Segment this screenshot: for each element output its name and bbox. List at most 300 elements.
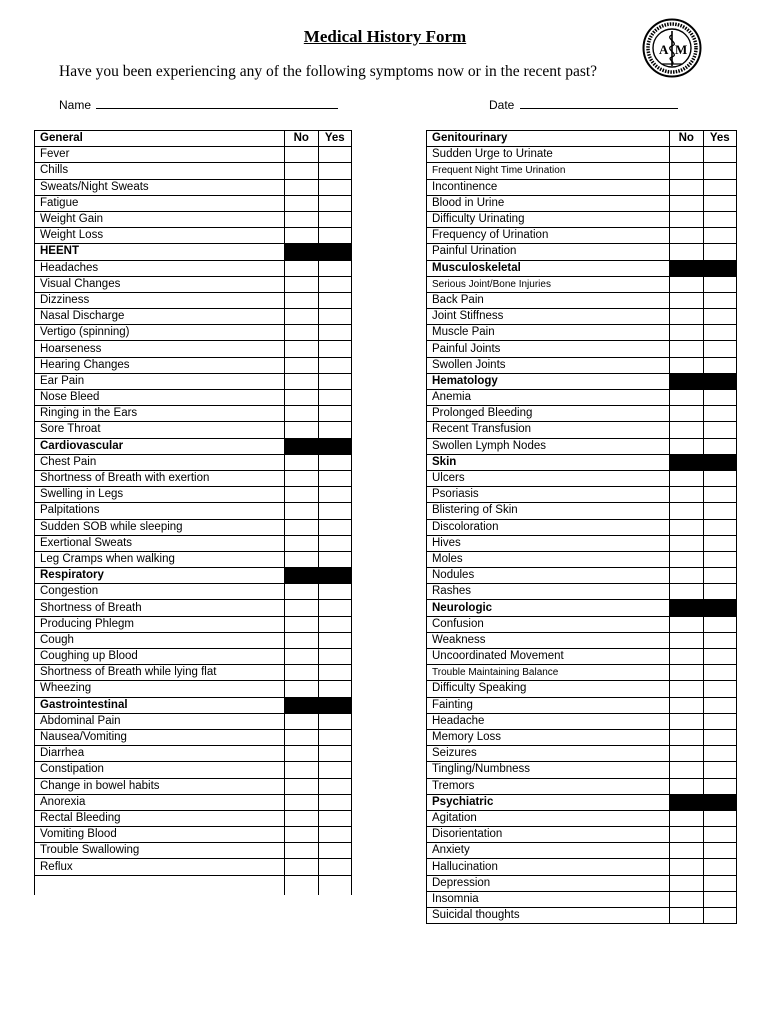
symptom-label: Trouble Swallowing xyxy=(35,843,285,859)
no-checkbox-cell[interactable] xyxy=(285,503,319,519)
symptom-row xyxy=(427,179,737,195)
yes-checkbox-cell[interactable] xyxy=(318,762,352,778)
yes-checkbox-cell[interactable] xyxy=(318,632,352,648)
section-shaded-cell xyxy=(703,260,737,276)
symptom-label: Depression xyxy=(427,875,670,891)
symptom-row xyxy=(427,665,737,681)
no-checkbox-cell[interactable] xyxy=(285,228,319,244)
no-checkbox-cell[interactable] xyxy=(670,713,704,729)
no-checkbox-cell[interactable] xyxy=(285,325,319,341)
yes-checkbox-cell[interactable] xyxy=(703,228,737,244)
symptom-label: Incontinence xyxy=(427,179,670,195)
symptom-row xyxy=(427,649,737,665)
no-checkbox-cell[interactable] xyxy=(285,357,319,373)
yes-checkbox-cell[interactable] xyxy=(703,211,737,227)
symptom-label: Seizures xyxy=(427,746,670,762)
no-checkbox-cell[interactable] xyxy=(670,487,704,503)
yes-checkbox-cell[interactable] xyxy=(318,373,352,389)
no-checkbox-cell[interactable] xyxy=(285,827,319,843)
symptom-row xyxy=(427,551,737,567)
yes-checkbox-cell[interactable] xyxy=(703,276,737,292)
yes-checkbox-cell[interactable] xyxy=(318,163,352,179)
no-checkbox-cell[interactable] xyxy=(285,341,319,357)
symptom-row xyxy=(427,762,737,778)
symptom-row xyxy=(427,778,737,794)
symptom-row xyxy=(427,810,737,826)
symptom-row xyxy=(35,406,352,422)
yes-checkbox-cell[interactable] xyxy=(703,519,737,535)
yes-checkbox-cell[interactable] xyxy=(318,179,352,195)
name-line[interactable] xyxy=(96,96,338,109)
blank-cell xyxy=(285,875,319,895)
yes-checkbox-cell[interactable] xyxy=(703,729,737,745)
symptom-row xyxy=(427,276,737,292)
symptom-row xyxy=(35,551,352,567)
no-checkbox-cell[interactable] xyxy=(670,665,704,681)
yes-checkbox-cell[interactable] xyxy=(703,762,737,778)
symptom-row xyxy=(35,843,352,859)
symptom-row xyxy=(35,179,352,195)
no-checkbox-cell[interactable] xyxy=(285,535,319,551)
symptom-label: Frequency of Urination xyxy=(427,228,670,244)
yes-checkbox-cell[interactable] xyxy=(318,390,352,406)
no-checkbox-cell[interactable] xyxy=(285,859,319,875)
yes-checkbox-cell[interactable] xyxy=(318,147,352,163)
symptom-row xyxy=(35,778,352,794)
no-checkbox-cell[interactable] xyxy=(285,584,319,600)
yes-checkbox-cell[interactable] xyxy=(318,843,352,859)
section-shaded-cell xyxy=(285,568,319,584)
symptom-row xyxy=(427,859,737,875)
symptom-row xyxy=(35,810,352,826)
symptom-label: Cough xyxy=(35,632,285,648)
no-checkbox-cell[interactable] xyxy=(670,390,704,406)
yes-checkbox-cell[interactable] xyxy=(318,746,352,762)
yes-checkbox-cell[interactable] xyxy=(318,649,352,665)
no-checkbox-cell[interactable] xyxy=(285,406,319,422)
no-checkbox-cell[interactable] xyxy=(285,551,319,567)
section-shaded-cell xyxy=(703,794,737,810)
no-checkbox-cell[interactable] xyxy=(670,325,704,341)
no-checkbox-cell[interactable] xyxy=(670,746,704,762)
yes-checkbox-cell[interactable] xyxy=(703,292,737,308)
yes-checkbox-cell[interactable] xyxy=(318,309,352,325)
section-row xyxy=(427,454,737,470)
symptom-label: Fatigue xyxy=(35,195,285,211)
blank-row xyxy=(35,875,352,895)
no-checkbox-cell[interactable] xyxy=(670,584,704,600)
symptom-label: Psoriasis xyxy=(427,487,670,503)
symptom-label: Change in bowel habits xyxy=(35,778,285,794)
no-checkbox-cell[interactable] xyxy=(670,228,704,244)
symptom-label: Chest Pain xyxy=(35,454,285,470)
yes-checkbox-cell[interactable] xyxy=(318,422,352,438)
symptom-row xyxy=(35,729,352,745)
yes-checkbox-cell[interactable] xyxy=(703,843,737,859)
symptom-row xyxy=(427,292,737,308)
no-checkbox-cell[interactable] xyxy=(285,519,319,535)
no-checkbox-cell[interactable] xyxy=(670,827,704,843)
no-checkbox-cell[interactable] xyxy=(285,179,319,195)
name-field[interactable] xyxy=(59,96,338,112)
symptom-row xyxy=(427,503,737,519)
no-checkbox-cell[interactable] xyxy=(670,503,704,519)
symptom-label: Recent Transfusion xyxy=(427,422,670,438)
symptom-row xyxy=(35,713,352,729)
no-checkbox-cell[interactable] xyxy=(670,292,704,308)
section-shaded-cell xyxy=(318,244,352,260)
no-checkbox-cell[interactable] xyxy=(670,762,704,778)
no-checkbox-cell[interactable] xyxy=(285,211,319,227)
symptom-label: Vomiting Blood xyxy=(35,827,285,843)
yes-checkbox-cell[interactable] xyxy=(703,535,737,551)
no-checkbox-cell[interactable] xyxy=(670,632,704,648)
yes-checkbox-cell[interactable] xyxy=(318,794,352,810)
symptom-row xyxy=(35,503,352,519)
yes-checkbox-cell[interactable] xyxy=(318,454,352,470)
section-heading: Genitourinary xyxy=(427,131,670,147)
section-row xyxy=(35,438,352,454)
yes-checkbox-cell[interactable] xyxy=(703,487,737,503)
yes-checkbox-cell[interactable] xyxy=(703,147,737,163)
yes-checkbox-cell[interactable] xyxy=(318,228,352,244)
symptom-row xyxy=(427,875,737,891)
yes-checkbox-cell[interactable] xyxy=(318,195,352,211)
no-checkbox-cell[interactable] xyxy=(285,260,319,276)
symptom-label: Blistering of Skin xyxy=(427,503,670,519)
yes-checkbox-cell[interactable] xyxy=(703,875,737,891)
form-title: Medical History Form xyxy=(303,27,467,46)
no-checkbox-cell[interactable] xyxy=(670,357,704,373)
symptom-label: Painful Joints xyxy=(427,341,670,357)
no-checkbox-cell[interactable] xyxy=(670,551,704,567)
no-checkbox-cell[interactable] xyxy=(285,147,319,163)
yes-checkbox-cell[interactable] xyxy=(318,470,352,486)
symptom-row xyxy=(35,341,352,357)
symptom-row xyxy=(427,487,737,503)
symptom-row xyxy=(35,681,352,697)
no-checkbox-cell[interactable] xyxy=(670,681,704,697)
no-checkbox-cell[interactable] xyxy=(670,535,704,551)
yes-checkbox-cell[interactable] xyxy=(318,503,352,519)
no-checkbox-cell[interactable] xyxy=(285,276,319,292)
yes-checkbox-cell[interactable] xyxy=(703,325,737,341)
no-checkbox-cell[interactable] xyxy=(285,713,319,729)
symptom-row xyxy=(427,681,737,697)
symptom-label: Moles xyxy=(427,551,670,567)
no-checkbox-cell[interactable] xyxy=(285,632,319,648)
symptom-label: Abdominal Pain xyxy=(35,713,285,729)
yes-checkbox-cell[interactable] xyxy=(318,827,352,843)
symptom-label: Hearing Changes xyxy=(35,357,285,373)
symptom-row xyxy=(427,470,737,486)
symptom-row xyxy=(427,211,737,227)
symptom-label: Back Pain xyxy=(427,292,670,308)
section-heading: Neurologic xyxy=(427,600,670,616)
no-checkbox-cell[interactable] xyxy=(670,697,704,713)
no-checkbox-cell[interactable] xyxy=(670,649,704,665)
no-checkbox-cell[interactable] xyxy=(285,292,319,308)
section-row xyxy=(427,131,737,147)
symptom-row xyxy=(427,147,737,163)
symptom-row xyxy=(35,762,352,778)
yes-checkbox-cell[interactable] xyxy=(703,438,737,454)
symptom-row xyxy=(35,454,352,470)
section-shaded-cell xyxy=(318,438,352,454)
no-checkbox-cell[interactable] xyxy=(670,843,704,859)
no-checkbox-cell[interactable] xyxy=(670,179,704,195)
yes-checkbox-cell[interactable] xyxy=(703,406,737,422)
yes-checkbox-cell[interactable] xyxy=(318,406,352,422)
yes-checkbox-cell[interactable] xyxy=(318,729,352,745)
symptom-label: Producing Phlegm xyxy=(35,616,285,632)
no-checkbox-cell[interactable] xyxy=(670,244,704,260)
yes-checkbox-cell[interactable] xyxy=(703,810,737,826)
yes-checkbox-cell[interactable] xyxy=(703,309,737,325)
no-checkbox-cell[interactable] xyxy=(670,195,704,211)
section-heading: Respiratory xyxy=(35,568,285,584)
no-checkbox-cell[interactable] xyxy=(670,891,704,907)
symptom-label: Sore Throat xyxy=(35,422,285,438)
section-shaded-cell xyxy=(703,373,737,389)
no-checkbox-cell[interactable] xyxy=(285,600,319,616)
no-checkbox-cell[interactable] xyxy=(285,163,319,179)
symptom-row xyxy=(35,616,352,632)
no-checkbox-cell[interactable] xyxy=(285,309,319,325)
no-checkbox-cell[interactable] xyxy=(670,519,704,535)
yes-checkbox-cell[interactable] xyxy=(703,827,737,843)
symptom-row xyxy=(427,891,737,907)
yes-checkbox-cell[interactable] xyxy=(318,276,352,292)
symptom-label: Disorientation xyxy=(427,827,670,843)
symptom-row xyxy=(427,357,737,373)
no-checkbox-cell[interactable] xyxy=(670,908,704,924)
yes-checkbox-cell[interactable] xyxy=(703,649,737,665)
symptom-row xyxy=(35,276,352,292)
no-checkbox-cell[interactable] xyxy=(670,616,704,632)
yes-checkbox-cell[interactable] xyxy=(703,859,737,875)
no-checkbox-cell[interactable] xyxy=(670,163,704,179)
symptom-label: Prolonged Bleeding xyxy=(427,406,670,422)
no-checkbox-cell[interactable] xyxy=(285,665,319,681)
symptom-row xyxy=(35,325,352,341)
yes-checkbox-cell[interactable] xyxy=(318,211,352,227)
symptom-label: Confusion xyxy=(427,616,670,632)
no-checkbox-cell[interactable] xyxy=(670,211,704,227)
no-checkbox-cell[interactable] xyxy=(670,147,704,163)
no-checkbox-cell[interactable] xyxy=(285,810,319,826)
yes-checkbox-cell[interactable] xyxy=(703,908,737,924)
yes-checkbox-cell[interactable] xyxy=(703,470,737,486)
no-checkbox-cell[interactable] xyxy=(285,616,319,632)
yes-checkbox-cell[interactable] xyxy=(318,681,352,697)
yes-checkbox-cell[interactable] xyxy=(318,810,352,826)
symptom-label: Leg Cramps when walking xyxy=(35,551,285,567)
symptom-row xyxy=(35,147,352,163)
symptom-row xyxy=(427,843,737,859)
symptom-label: Tremors xyxy=(427,778,670,794)
symptom-row xyxy=(427,228,737,244)
right-symptom-table xyxy=(426,130,737,924)
symptom-row xyxy=(35,228,352,244)
section-shaded-cell xyxy=(670,373,704,389)
no-checkbox-cell[interactable] xyxy=(285,390,319,406)
no-checkbox-cell[interactable] xyxy=(285,746,319,762)
symptom-label: Swelling in Legs xyxy=(35,487,285,503)
symptom-label: Painful Urination xyxy=(427,244,670,260)
symptom-label: Fainting xyxy=(427,697,670,713)
no-checkbox-cell[interactable] xyxy=(670,341,704,357)
no-checkbox-cell[interactable] xyxy=(285,794,319,810)
no-checkbox-cell[interactable] xyxy=(285,681,319,697)
yes-checkbox-cell[interactable] xyxy=(318,487,352,503)
no-checkbox-cell[interactable] xyxy=(285,649,319,665)
no-checkbox-cell[interactable] xyxy=(670,309,704,325)
no-checkbox-cell[interactable] xyxy=(285,778,319,794)
symptom-label: Headaches xyxy=(35,260,285,276)
no-checkbox-cell[interactable] xyxy=(670,810,704,826)
no-checkbox-cell[interactable] xyxy=(670,406,704,422)
yes-checkbox-cell[interactable] xyxy=(318,535,352,551)
no-checkbox-cell[interactable] xyxy=(670,470,704,486)
symptom-label: Shortness of Breath with exertion xyxy=(35,470,285,486)
yes-checkbox-cell[interactable] xyxy=(703,568,737,584)
no-checkbox-cell[interactable] xyxy=(670,276,704,292)
no-checkbox-cell[interactable] xyxy=(285,195,319,211)
symptom-label: Difficulty Speaking xyxy=(427,681,670,697)
symptom-row xyxy=(35,211,352,227)
symptom-row xyxy=(427,713,737,729)
no-checkbox-cell[interactable] xyxy=(670,778,704,794)
yes-checkbox-cell[interactable] xyxy=(318,778,352,794)
yes-checkbox-cell[interactable] xyxy=(318,600,352,616)
section-heading: HEENT xyxy=(35,244,285,260)
no-checkbox-cell[interactable] xyxy=(285,729,319,745)
yes-checkbox-cell[interactable] xyxy=(318,519,352,535)
yes-checkbox-cell[interactable] xyxy=(318,325,352,341)
section-shaded-cell xyxy=(318,697,352,713)
symptom-row xyxy=(427,584,737,600)
symptom-label: Sudden SOB while sleeping xyxy=(35,519,285,535)
symptom-label: Agitation xyxy=(427,810,670,826)
symptom-label: Shortness of Breath xyxy=(35,600,285,616)
section-shaded-cell xyxy=(670,260,704,276)
yes-checkbox-cell[interactable] xyxy=(703,891,737,907)
symptom-row xyxy=(35,163,352,179)
symptom-row xyxy=(35,665,352,681)
no-checkbox-cell[interactable] xyxy=(670,568,704,584)
symptom-row xyxy=(35,519,352,535)
yes-checkbox-cell[interactable] xyxy=(703,244,737,260)
symptom-label: Muscle Pain xyxy=(427,325,670,341)
yes-checkbox-cell[interactable] xyxy=(703,163,737,179)
yes-checkbox-cell[interactable] xyxy=(703,503,737,519)
symptom-row xyxy=(427,422,737,438)
symptom-row xyxy=(35,746,352,762)
date-line[interactable] xyxy=(520,96,678,109)
yes-checkbox-cell[interactable] xyxy=(318,665,352,681)
no-checkbox-cell[interactable] xyxy=(670,438,704,454)
symptom-label: Fever xyxy=(35,147,285,163)
symptom-row xyxy=(427,438,737,454)
yes-checkbox-cell[interactable] xyxy=(703,681,737,697)
yes-checkbox-cell[interactable] xyxy=(703,746,737,762)
section-shaded-cell xyxy=(285,697,319,713)
no-checkbox-cell[interactable] xyxy=(285,762,319,778)
section-row xyxy=(427,600,737,616)
yes-checkbox-cell[interactable] xyxy=(703,390,737,406)
no-checkbox-cell[interactable] xyxy=(285,373,319,389)
no-checkbox-cell[interactable] xyxy=(670,875,704,891)
section-row xyxy=(427,260,737,276)
symptom-label: Joint Stiffness xyxy=(427,309,670,325)
section-shaded-cell xyxy=(703,600,737,616)
yes-checkbox-cell[interactable] xyxy=(703,665,737,681)
symptom-row xyxy=(35,794,352,810)
yes-checkbox-cell[interactable] xyxy=(318,551,352,567)
yes-checkbox-cell[interactable] xyxy=(318,357,352,373)
yes-checkbox-cell[interactable] xyxy=(318,260,352,276)
yes-checkbox-cell[interactable] xyxy=(318,584,352,600)
symptom-label: Anxiety xyxy=(427,843,670,859)
yes-checkbox-cell[interactable] xyxy=(703,632,737,648)
yes-checkbox-cell[interactable] xyxy=(703,551,737,567)
symptom-label: Constipation xyxy=(35,762,285,778)
symptom-row xyxy=(35,422,352,438)
yes-checkbox-cell[interactable] xyxy=(318,616,352,632)
symptom-row xyxy=(427,325,737,341)
symptom-row xyxy=(427,390,737,406)
yes-checkbox-cell[interactable] xyxy=(703,195,737,211)
symptom-label: Blood in Urine xyxy=(427,195,670,211)
symptom-row xyxy=(35,357,352,373)
date-label: Date xyxy=(489,98,515,112)
yes-checkbox-cell[interactable] xyxy=(703,778,737,794)
yes-checkbox-cell[interactable] xyxy=(318,341,352,357)
section-shaded-cell xyxy=(285,244,319,260)
yes-checkbox-cell[interactable] xyxy=(703,697,737,713)
symptom-label: Memory Loss xyxy=(427,729,670,745)
yes-checkbox-cell[interactable] xyxy=(318,713,352,729)
yes-checkbox-cell[interactable] xyxy=(703,584,737,600)
symptom-label: Chills xyxy=(35,163,285,179)
no-checkbox-cell[interactable] xyxy=(670,422,704,438)
symptom-row xyxy=(35,292,352,308)
no-checkbox-cell[interactable] xyxy=(285,470,319,486)
yes-checkbox-cell[interactable] xyxy=(703,422,737,438)
yes-checkbox-cell[interactable] xyxy=(703,357,737,373)
yes-checkbox-cell[interactable] xyxy=(318,859,352,875)
no-checkbox-cell[interactable] xyxy=(670,859,704,875)
no-checkbox-cell[interactable] xyxy=(285,422,319,438)
no-checkbox-cell[interactable] xyxy=(285,843,319,859)
symptom-label: Hoarseness xyxy=(35,341,285,357)
yes-checkbox-cell[interactable] xyxy=(318,292,352,308)
symptom-label: Weight Loss xyxy=(35,228,285,244)
symptom-label: Swollen Joints xyxy=(427,357,670,373)
no-checkbox-cell[interactable] xyxy=(285,454,319,470)
yes-checkbox-cell[interactable] xyxy=(703,179,737,195)
date-field[interactable] xyxy=(489,96,678,112)
symptom-row xyxy=(35,309,352,325)
symptom-label: Exertional Sweats xyxy=(35,535,285,551)
yes-checkbox-cell[interactable] xyxy=(703,713,737,729)
no-checkbox-cell[interactable] xyxy=(670,729,704,745)
no-checkbox-cell[interactable] xyxy=(285,487,319,503)
yes-checkbox-cell[interactable] xyxy=(703,616,737,632)
symptom-row xyxy=(35,390,352,406)
yes-checkbox-cell[interactable] xyxy=(703,341,737,357)
